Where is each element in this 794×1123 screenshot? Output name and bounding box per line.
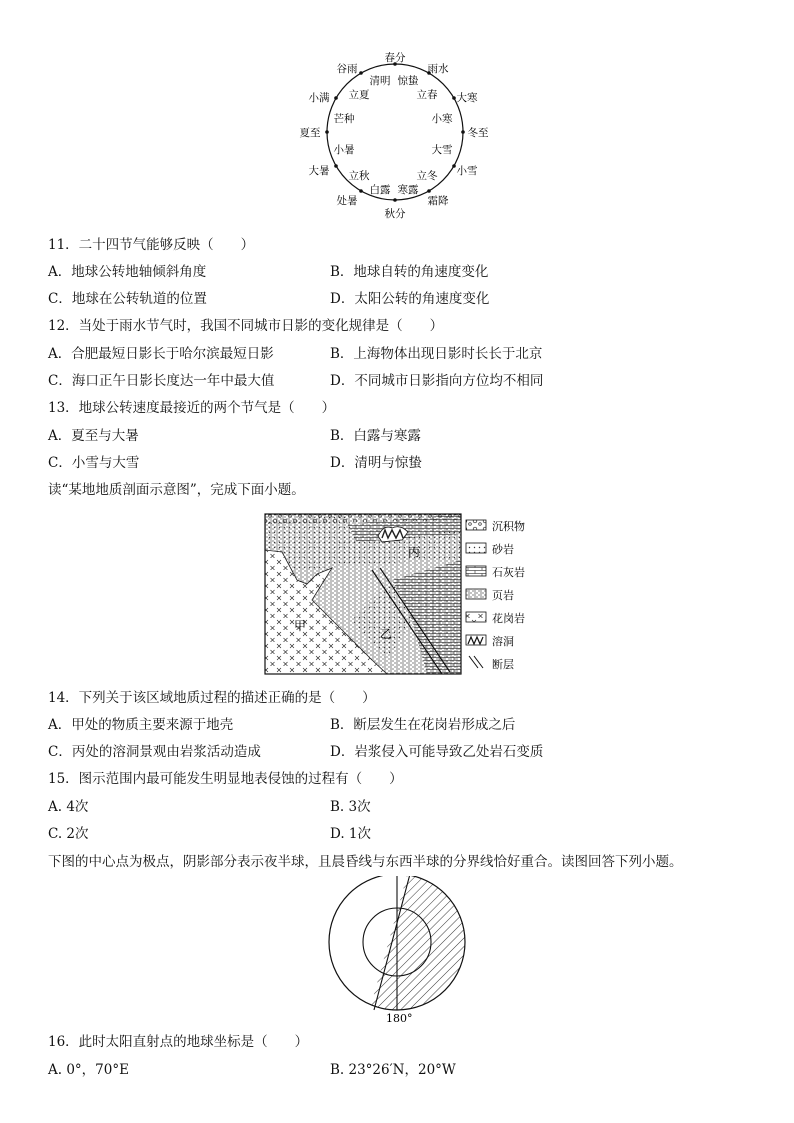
question-14-option-a: A．甲处的物质主要来源于地壳 (48, 717, 234, 733)
legend-sandstone: 砂岩 (492, 543, 514, 556)
term-chunfen: 春分 (384, 52, 406, 64)
question-13-stem: 13．地球公转速度最接近的两个节气是（ ） (48, 400, 336, 416)
term-lichun: 立春 (416, 89, 438, 101)
question-14-option-d: D．岩浆侵入可能导致乙处岩石变质 (330, 744, 544, 760)
term-xiaoman: 小满 (308, 92, 330, 104)
question-16-option-b: B. 23°26′N，20°W (330, 1062, 456, 1078)
term-qingming: 清明 (369, 75, 391, 87)
geology-cross-section (262, 510, 542, 678)
term-mangzhong: 芒种 (333, 113, 355, 125)
term-dashu: 大暑 (308, 165, 330, 177)
question-11-stem: 11．二十四节气能够反映（ ） (48, 237, 255, 253)
label-jia: 甲 (294, 619, 307, 633)
question-11-option-c: C．地球在公转轨道的位置 (48, 291, 207, 307)
geology-legend (466, 519, 525, 671)
question-15-option-c: C. 2次 (48, 826, 89, 842)
question-12-option-c: C．海口正午日影长度达一年中最大值 (48, 373, 275, 389)
question-13-option-b: B．白露与寒露 (330, 428, 421, 444)
legend-sediment: 沉积物 (492, 520, 525, 533)
question-12-stem: 12．当处于雨水节气时，我国不同城市日影的变化规律是（ ） (48, 318, 444, 334)
question-13-option-d: D．清明与惊蛰 (330, 455, 422, 471)
question-12-option-b: B．上海物体出现日影时长长于北京 (330, 346, 543, 362)
term-dahan: 大寒 (456, 92, 478, 104)
term-jingzhe: 惊蛰 (397, 75, 419, 87)
term-qiufen: 秋分 (384, 208, 406, 220)
question-16-stem: 16．此时太阳直射点的地球坐标是（ ） (48, 1034, 309, 1050)
term-chushu: 处暑 (336, 195, 358, 207)
question-12-option-d: D．不同城市日影指向方位均不相同 (330, 373, 544, 389)
legend-limestone: 石灰岩 (492, 566, 525, 579)
question-15-option-b: B. 3次 (330, 799, 371, 815)
term-yushui: 雨水 (427, 63, 449, 75)
term-xiazhi: 夏至 (299, 127, 321, 139)
term-xiaoxue: 小雪 (456, 165, 478, 177)
question-14-stem: 14．下列关于该区域地质过程的描述正确的是（ ） (48, 690, 376, 706)
legend-cave: 溶洞 (492, 635, 514, 648)
term-bailu: 白露 (369, 184, 391, 196)
question-15-option-d: D. 1次 (330, 826, 372, 842)
polar-projection-diagram (322, 876, 472, 1024)
term-daxue: 大雪 (431, 144, 453, 156)
term-dongzhi: 冬至 (467, 127, 489, 139)
label-yi: 乙 (380, 627, 393, 641)
question-16-option-a: A. 0°，70°E (48, 1062, 129, 1078)
question-13-option-c: C．小雪与大雪 (48, 455, 140, 471)
question-11-option-b: B．地球自转的角速度变化 (330, 264, 489, 280)
term-lixia: 立夏 (348, 89, 370, 101)
term-guyu: 谷雨 (336, 63, 358, 75)
legend-granite: 花岗岩 (492, 612, 525, 625)
label-180: 180° (386, 1012, 413, 1024)
question-15-stem: 15．图示范围内最可能发生明显地表侵蚀的过程有（ ） (48, 771, 403, 787)
legend-fault: 断层 (492, 658, 514, 671)
question-11-option-d: D．太阳公转的角速度变化 (330, 291, 490, 307)
question-13-option-a: A．夏至与大暑 (48, 428, 139, 444)
solar-terms-diagram (290, 46, 500, 222)
legend-shale: 页岩 (492, 589, 514, 602)
term-xiaoshu: 小暑 (333, 144, 355, 156)
question-15-option-a: A. 4次 (48, 799, 89, 815)
question-14-option-c: C．丙处的溶洞景观由岩浆活动造成 (48, 744, 261, 760)
question-11-option-a: A．地球公转地轴倾斜角度 (48, 264, 207, 280)
polar-intro: 下图的中心点为极点，阴影部分表示夜半球，且晨昏线与东西半球的分界线恰好重合。读图回答下列小题。 (48, 854, 683, 870)
geology-intro: 读“某地地质剖面示意图”，完成下面小题。 (48, 482, 305, 498)
label-bing: 丙 (408, 545, 421, 559)
question-14-option-b: B．断层发生在花岗岩形成之后 (330, 717, 516, 733)
term-xiaohan: 小寒 (431, 113, 453, 125)
term-liqiu: 立秋 (348, 170, 370, 182)
term-shuangjiang: 霜降 (427, 195, 449, 207)
term-hanlu: 寒露 (397, 184, 419, 196)
question-12-option-a: A．合肥最短日影长于哈尔滨最短日影 (48, 346, 274, 362)
orbit-circle (327, 64, 463, 200)
term-lidong: 立冬 (416, 170, 438, 182)
